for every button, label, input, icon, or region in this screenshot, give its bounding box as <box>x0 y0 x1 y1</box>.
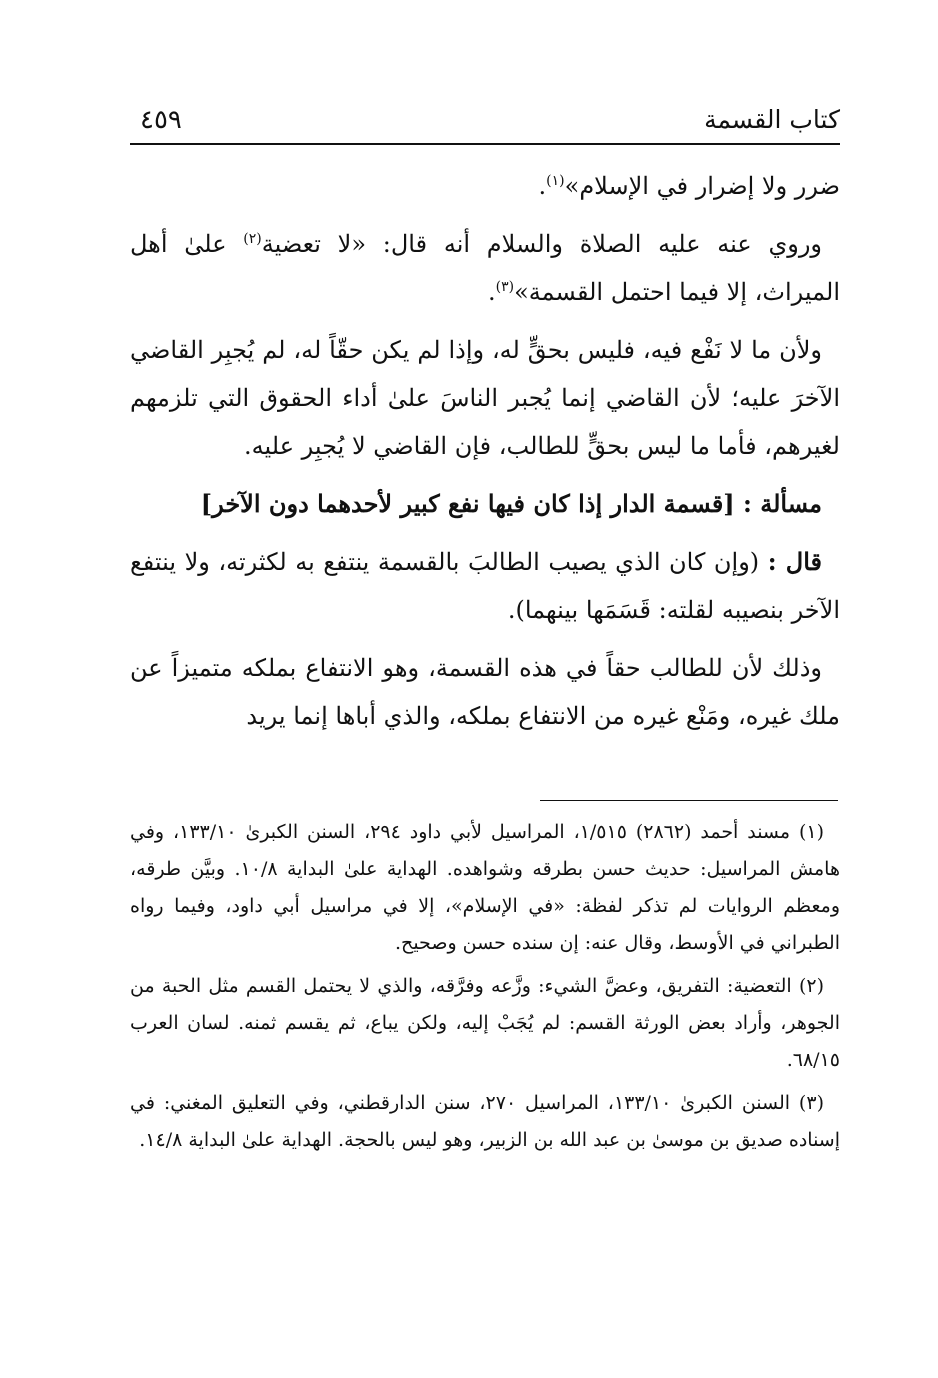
footnote-ref-3: (٣) <box>495 279 515 295</box>
paragraph-4-text: (وإن كان الذي يصيب الطالبَ بالقسمة ينتفع به لكثرته، ولا ينتفع الآخر بنصيبه لقلته: قَسَمَها بينهما). <box>130 548 840 624</box>
footnote-ref-1: (١) <box>546 173 565 189</box>
footnote-3: (٣) السنن الكبرىٰ ١٣٣/١٠، المراسيل ٢٧٠، سنن الدارقطني، وفي التعليق المغني: في إسناده صديق بن موسىٰ بن عبد الله بن الزبير، وهو ليس بالحجة. الهداية علىٰ البداية ١٤/٨. <box>130 1092 840 1151</box>
paragraph-4 <box>130 538 840 634</box>
section-heading-text: [قسمة الدار إذا كان فيها نفع كبير لأحدهما دون الآخر] <box>200 489 735 518</box>
section-heading <box>130 480 840 528</box>
paragraph-5: وذلك لأن للطالب حقاً في هذه القسمة، وهو الانتفاع بملكه متميزاً عن ملك غيره، ومَنْع غيره من الانتفاع بملكه، والذي أباها إنما يريد <box>130 654 840 730</box>
footnote-separator <box>540 800 838 801</box>
footnote-1: (١) مسند أحمد (٢٨٦٢) ١/٥١٥، المراسيل لأبي داود ٢٩٤، السنن الكبرىٰ ١٣٣/١٠، وفي هامش المراسيل: حديث حسن بطرقه وشواهده. الهداية علىٰ البداية ١٠/٨. وبيَّن طرقه، ومعظم الروايات لم تذكر لفظة: «في الإسلام»، إلا في مراسيل أبي داود، وفيما رواه الطبراني في الأوسط، وقال عنه: إن سنده حسن وصحيح. <box>130 821 840 954</box>
page-header <box>130 102 840 138</box>
main-text <box>130 162 840 750</box>
paragraph-1 <box>130 162 840 210</box>
page-number: ٤٥٩ <box>140 105 182 135</box>
paragraph-1-text: ضرر ولا إضرار في الإسلام» <box>564 172 840 200</box>
paragraph-1-end: . <box>538 172 547 200</box>
footnote-ref-2: (٢) <box>243 231 262 247</box>
footnotes <box>130 814 840 1165</box>
paragraph-2-text: وروي عنه عليه الصلاة والسلام أنه قال: «لا تعضية <box>261 230 822 258</box>
paragraph-4-label: قال : <box>767 547 823 576</box>
running-title: كتاب القسمة <box>704 105 840 134</box>
section-heading-label: مسألة : <box>743 489 822 518</box>
paragraph-3: ولأن ما لا نَفْع فيه، فليس بحقٍّ له، وإذا لم يكن حقّاً له، لم يُجبِر القاضي الآخرَ عليه؛ لأن القاضي إنما يُجبر الناسَ علىٰ أداء الحقوق التي تلزمهم لغيرهم، فأما ما ليس بحقٍّ للطالب، فإن القاضي لا يُجبِر عليه. <box>130 336 841 460</box>
footnote-2: (٢) التعضية: التفريق، وعضَّ الشيء: وزَّعه وفرَّقه، والذي لا يحتمل القسم مثل الحبة من الجوهر، وأراد بعض الورثة القسم: لم يُجَبْ إليه، ولكن يباع، ثم يقسم ثمنه. لسان العرب ٦٨/١٥. <box>130 975 840 1071</box>
paragraph-2-end: . <box>488 278 496 306</box>
paragraph-2 <box>130 220 840 316</box>
paragraph-2-text-cont: علىٰ أهل الميراث، إلا فيما احتمل القسمة» <box>130 230 840 306</box>
header-rule <box>130 143 840 145</box>
